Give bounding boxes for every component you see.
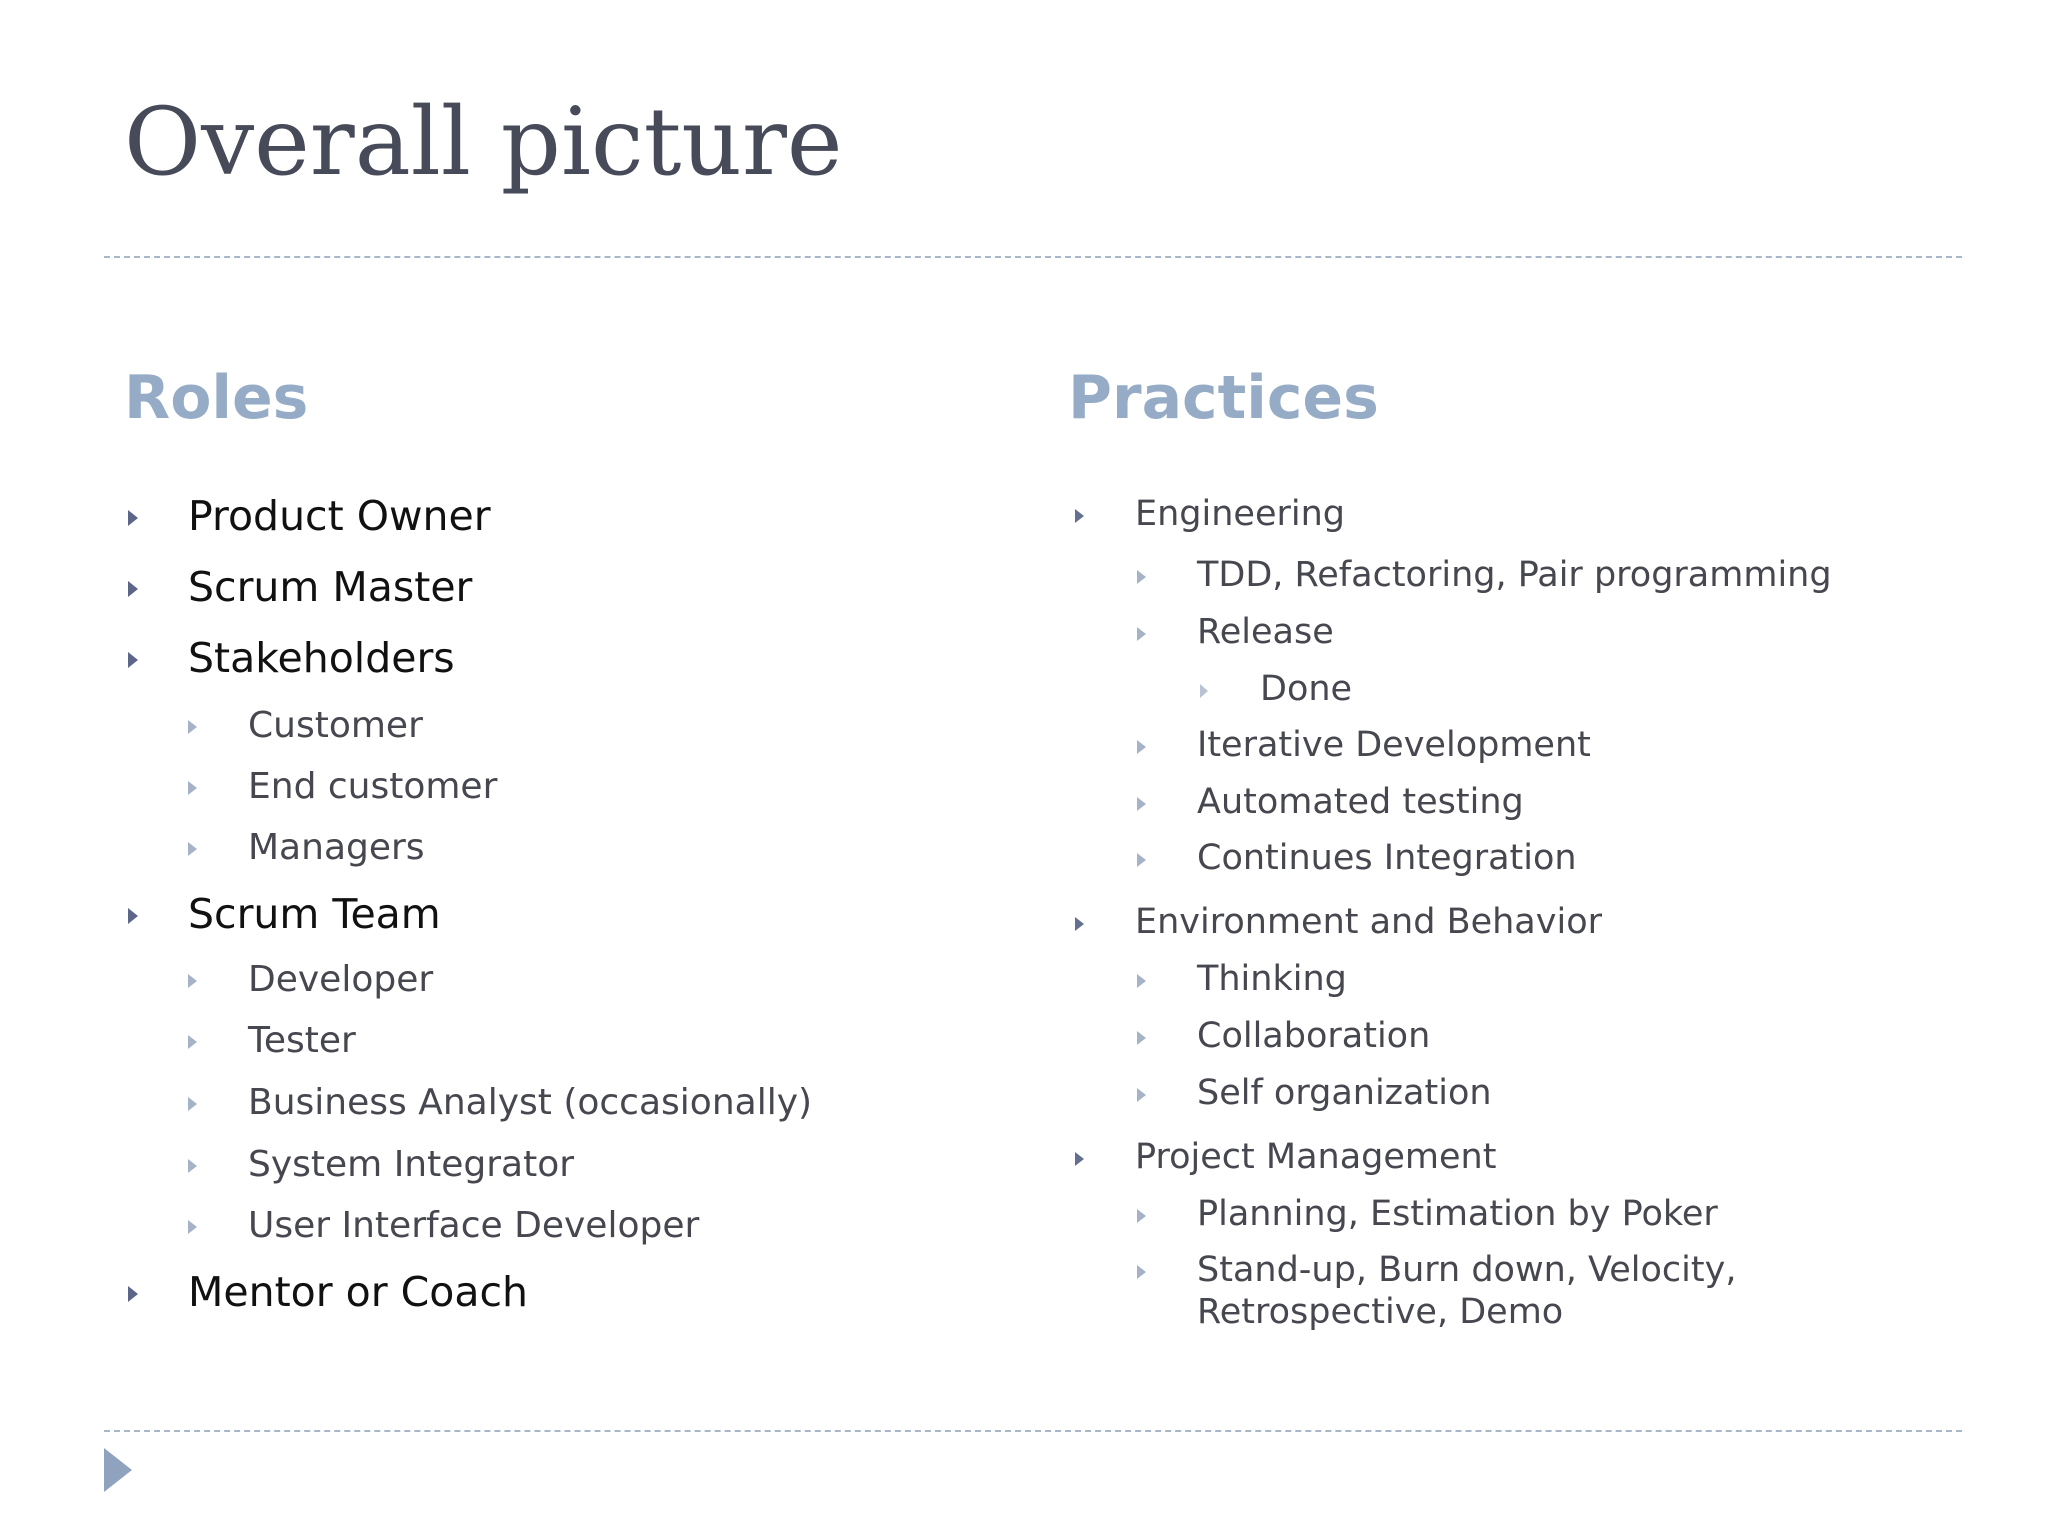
roles-item-label: Stakeholders bbox=[188, 634, 455, 682]
roles-item-label: Scrum Team bbox=[188, 890, 441, 938]
triangle-bullet-icon bbox=[128, 581, 138, 597]
practices-item-label: Thinking bbox=[1197, 959, 1347, 999]
top-dashed-rule bbox=[104, 256, 1962, 258]
practices-item-label: TDD, Refactoring, Pair programming bbox=[1197, 555, 1832, 595]
triangle-bullet-icon bbox=[1137, 1265, 1146, 1279]
roles-item-label: Product Owner bbox=[188, 492, 491, 540]
triangle-bullet-icon bbox=[188, 1159, 197, 1173]
triangle-bullet-icon bbox=[1075, 1152, 1084, 1166]
practices-item-label: Iterative Development bbox=[1197, 725, 1591, 765]
triangle-bullet-icon bbox=[188, 1035, 197, 1049]
roles-heading: Roles bbox=[124, 363, 309, 433]
triangle-bullet-icon bbox=[1137, 853, 1146, 867]
triangle-bullet-icon bbox=[1075, 509, 1084, 523]
practices-item-label: Automated testing bbox=[1197, 782, 1524, 822]
triangle-bullet-icon bbox=[1200, 684, 1208, 698]
practices-item-label: Done bbox=[1260, 669, 1353, 709]
roles-item-label: Business Analyst (occasionally) bbox=[248, 1082, 813, 1123]
triangle-bullet-icon bbox=[188, 974, 197, 988]
practices-item-label: Self organization bbox=[1197, 1073, 1492, 1113]
triangle-bullet-icon bbox=[188, 1220, 197, 1234]
triangle-bullet-icon bbox=[128, 652, 138, 668]
triangle-bullet-icon bbox=[128, 1286, 138, 1302]
slide-corner-marker-icon bbox=[104, 1448, 132, 1492]
triangle-bullet-icon bbox=[188, 842, 197, 856]
roles-item-label: Customer bbox=[248, 705, 423, 746]
practices-heading: Practices bbox=[1068, 363, 1379, 433]
roles-item-label: Developer bbox=[248, 959, 434, 1000]
triangle-bullet-icon bbox=[1137, 797, 1146, 811]
triangle-bullet-icon bbox=[128, 908, 138, 924]
roles-item-label: User Interface Developer bbox=[248, 1205, 700, 1246]
roles-item-label: Mentor or Coach bbox=[188, 1268, 528, 1316]
triangle-bullet-icon bbox=[1137, 1031, 1146, 1045]
triangle-bullet-icon bbox=[1075, 917, 1084, 931]
roles-item-label: System Integrator bbox=[248, 1144, 575, 1185]
bottom-dashed-rule bbox=[104, 1430, 1962, 1432]
triangle-bullet-icon bbox=[1137, 740, 1146, 754]
roles-item-label: Tester bbox=[248, 1020, 356, 1061]
triangle-bullet-icon bbox=[1137, 1209, 1146, 1223]
practices-item-label: Planning, Estimation by Poker bbox=[1197, 1194, 1718, 1234]
roles-item-label: Managers bbox=[248, 827, 425, 868]
triangle-bullet-icon bbox=[1137, 627, 1146, 641]
triangle-bullet-icon bbox=[188, 781, 197, 795]
triangle-bullet-icon bbox=[188, 720, 197, 734]
roles-item-label: Scrum Master bbox=[188, 563, 473, 611]
practices-item-label: Release bbox=[1197, 612, 1334, 652]
practices-item-label: Engineering bbox=[1135, 494, 1345, 534]
slide-title: Overall picture bbox=[124, 88, 843, 197]
practices-item-label: Stand-up, Burn down, Velocity, bbox=[1197, 1250, 1737, 1290]
triangle-bullet-icon bbox=[1137, 974, 1146, 988]
triangle-bullet-icon bbox=[1137, 1088, 1146, 1102]
triangle-bullet-icon bbox=[188, 1097, 197, 1111]
roles-item-label: End customer bbox=[248, 766, 498, 807]
practices-item-label: Retrospective, Demo bbox=[1197, 1292, 1564, 1332]
triangle-bullet-icon bbox=[128, 510, 138, 526]
practices-item-label: Continues Integration bbox=[1197, 838, 1577, 878]
practices-item-label: Collaboration bbox=[1197, 1016, 1431, 1056]
triangle-bullet-icon bbox=[1137, 570, 1146, 584]
practices-item-label: Environment and Behavior bbox=[1135, 902, 1602, 942]
practices-item-label: Project Management bbox=[1135, 1137, 1497, 1177]
